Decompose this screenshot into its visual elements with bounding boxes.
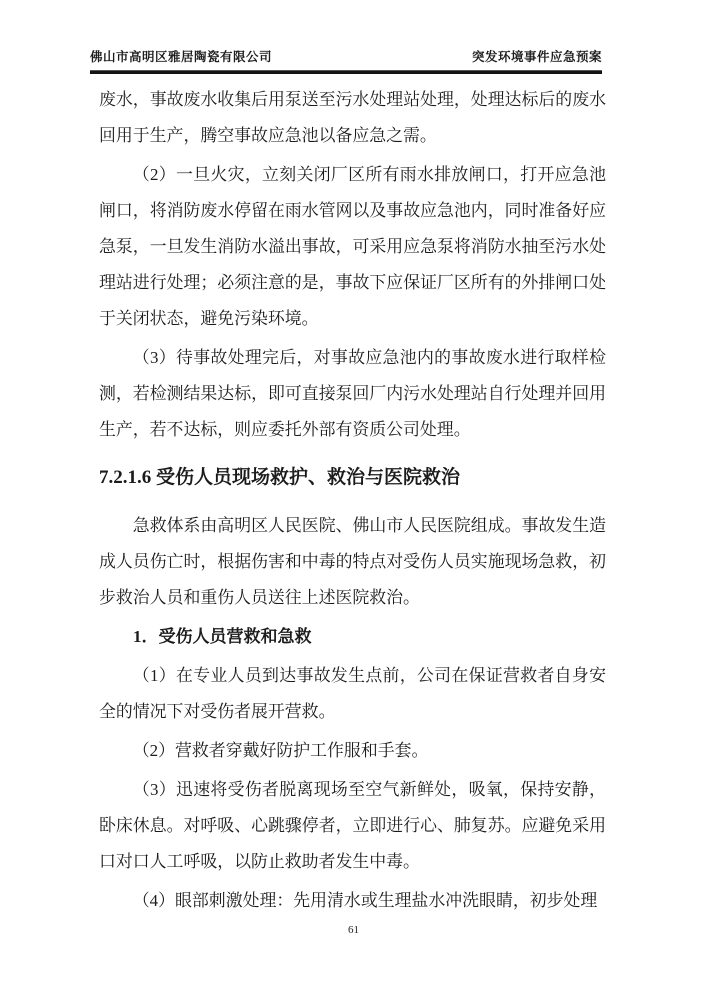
paragraph: （3）迅速将受伤者脱离现场至空气新鲜处，吸氧，保持安静，卧床休息。对呼吸、心跳骤停者，立即进行心、肺复苏。应避免采用口对口人工呼吸，以防止救助者发生中毒。 (99, 780, 606, 871)
header-company-name: 佛山市高明区雅居陶瓷有限公司 (90, 50, 273, 64)
paragraph: 急救体系由高明区人民医院、佛山市人民医院组成。事故发生造成人员伤亡时，根据伤害和中毒的特点对受伤人员实施现场急救，初步救治人员和重伤人员送往上述医院救治。 (99, 516, 606, 607)
paragraph: （2）一旦火灾，立刻关闭厂区所有雨水排放闸口，打开应急池闸口，将消防废水停留在雨水管网以及事故应急池内，同时准备好应急泵，一旦发生消防水溢出事故，可采用应急泵将消防水抽至污水处理站进行处理；必须注意的是，事故下应保证厂区所有的外排闸口处于关闭状态，避免污染环境。 (99, 165, 606, 328)
paragraph: （4）眼部刺激处理：先用清水或生理盐水冲洗眼睛，初步处理 (132, 891, 598, 910)
paragraph: （1）在专业人员到达事故发生点前，公司在保证营救者自身安全的情况下对受伤者展开营救。 (99, 666, 606, 721)
header-doc-title: 突发环境事件应急预案 (471, 50, 602, 64)
document-body (99, 82, 606, 922)
header-rule (90, 70, 602, 71)
paragraph: 废水，事故废水收集后用泵送至污水处理站处理，处理达标后的废水回用于生产，腾空事故应急池以备应急之需。 (99, 90, 606, 145)
page-number: 61 (348, 924, 359, 936)
page-footer (0, 924, 707, 936)
paragraph: （3）待事故处理完后，对事故应急池内的事故废水进行取样检测，若检测结果达标，即可直接泵回厂内污水处理站自行处理并回用生产，若不达标，则应委托外部有资质公司处理。 (99, 348, 606, 439)
sub-heading: 1．受伤人员营救和急救 (133, 627, 312, 646)
page-header (90, 47, 602, 74)
section-heading: 7.2.1.6 受伤人员现场救护、救治与医院救治 (99, 467, 461, 488)
paragraph: （2）营救者穿戴好防护工作服和手套。 (132, 741, 429, 760)
